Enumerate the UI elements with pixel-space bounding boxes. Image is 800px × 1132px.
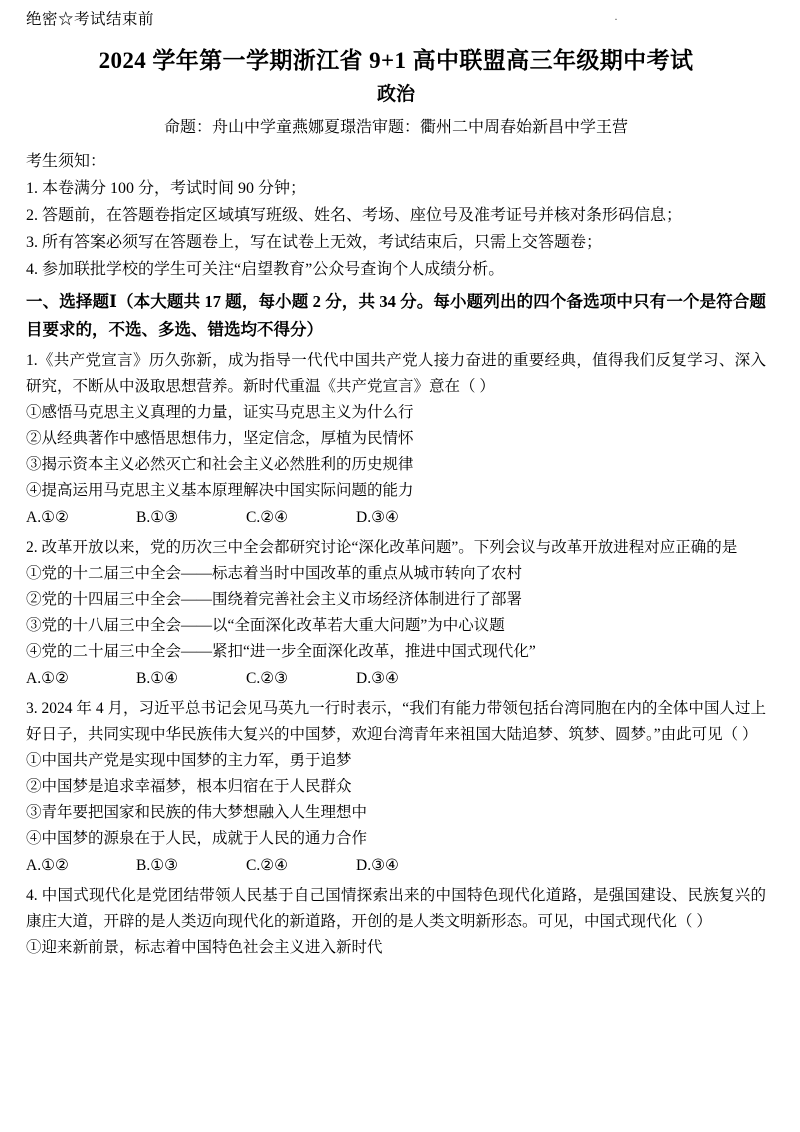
choice-b: B.①③: [136, 857, 179, 874]
question-3: [26, 696, 766, 879]
question-4: [26, 883, 766, 961]
question-option: ③揭示资本主义必然灭亡和社会主义必然胜利的历史规律: [26, 456, 414, 473]
subject-title: 政治: [376, 84, 415, 105]
answer-choices: [26, 852, 766, 879]
choice-d: D.③④: [356, 670, 399, 687]
question-1: [26, 348, 766, 531]
question-stem: 4. 中国式现代化是党团结带领人民基于自己国情探索出来的中国特色现代化道路，是强国建设、民族复兴的康庄大道，开辟的是人类迈向现代化的新道路，开创的是人类文明新形态。可见，中国式现代化（ ）: [26, 887, 766, 930]
choice-c: C.②④: [246, 857, 289, 874]
question-option: ②从经典著作中感悟思想伟力，坚定信念，厚植为民情怀: [26, 430, 414, 447]
choice-b: B.①③: [136, 509, 179, 526]
question-2: [26, 535, 766, 692]
choice-d: D.③④: [356, 509, 399, 526]
section-heading: 一、选择题Ⅰ（本大题共 17 题，每小题 2 分，共 34 分。每小题列出的四个备选项中只有一个是符合题目要求的，不选、多选、错选均不得分）: [26, 292, 766, 339]
choice-a: A.①②: [26, 857, 69, 874]
question-option: ④提高运用马克思主义基本原理解决中国实际问题的能力: [26, 482, 414, 499]
question-option: ④党的二十届三中全会——紧扣“进一步全面深化改革，推进中国式现代化”: [26, 643, 536, 660]
choice-c: C.②③: [246, 670, 289, 687]
notice-item-4: 4. 参加联批学校的学生可关注“启望教育”公众号查询个人成绩分析。: [26, 261, 505, 278]
question-option: ③党的十八届三中全会——以“全面深化改革若大重大问题”为中心议题: [26, 617, 505, 634]
notice-item-3: 3. 所有答案必须写在答题卷上，写在试卷上无效，考试结束后，只需上交答题卷；: [26, 234, 603, 251]
question-stem: 1.《共产党宣言》历久弥新，成为指导一代代中国共产党人接力奋进的重要经典，值得我们反复学习、深入研究，不断从中汲取思想营养。新时代重温《共产党宣言》意在（ ）: [26, 352, 766, 395]
corner-dot-mark: ·: [614, 12, 618, 26]
question-stem: 3. 2024 年 4 月，习近平总书记会见马英九一行时表示，“我们有能力带领包括台湾同胞在内的全体中国人过上好日子，共同实现中华民族伟大复兴的中国梦，欢迎台湾青年来祖国大陆追梦、筑梦、圆梦。”由此可见（ ）: [26, 700, 766, 743]
secret-label: 绝密☆考试结束前: [26, 11, 155, 28]
answer-choices: [26, 504, 766, 531]
notice-heading: 考生须知：: [26, 153, 107, 170]
choice-a: A.①②: [26, 670, 69, 687]
authors-line: 命题：舟山中学童燕娜夏璟浩审题：衢州二中周春始新昌中学王营: [163, 119, 628, 136]
question-option: ②党的十四届三中全会——围绕着完善社会主义市场经济体制进行了部署: [26, 591, 523, 608]
question-option: ①党的十二届三中全会——标志着当时中国改革的重点从城市转向了农村: [26, 565, 523, 582]
answer-choices: [26, 665, 766, 692]
choice-b: B.①④: [136, 670, 179, 687]
page-title: 2024 学年第一学期浙江省 9+1 高中联盟高三年级期中考试: [98, 48, 694, 73]
question-option: ①感悟马克思主义真理的力量，证实马克思主义为什么行: [26, 404, 414, 421]
question-stem: 2. 改革开放以来，党的历次三中全会都研究讨论“深化改革问题”。下列会议与改革开放进程对应正确的是: [26, 539, 738, 556]
question-option: ④中国梦的源泉在于人民，成就于人民的通力合作: [26, 830, 368, 847]
notice-item-2: 2. 答题前，在答题卷指定区域填写班级、姓名、考场、座位号及准考证号并核对条形码信息；: [26, 207, 683, 224]
choice-a: A.①②: [26, 509, 69, 526]
notice-item-1: 1. 本卷满分 100 分，考试时间 90 分钟；: [26, 180, 307, 197]
question-option: ③青年要把国家和民族的伟大梦想融入人生理想中: [26, 804, 368, 821]
choice-d: D.③④: [356, 857, 399, 874]
question-option: ①迎来新前景，标志着中国特色社会主义进入新时代: [26, 939, 383, 956]
choice-c: C.②④: [246, 509, 289, 526]
question-option: ②中国梦是追求幸福梦，根本归宿在于人民群众: [26, 778, 352, 795]
question-option: ①中国共产党是实现中国梦的主力军，勇于追梦: [26, 752, 352, 769]
